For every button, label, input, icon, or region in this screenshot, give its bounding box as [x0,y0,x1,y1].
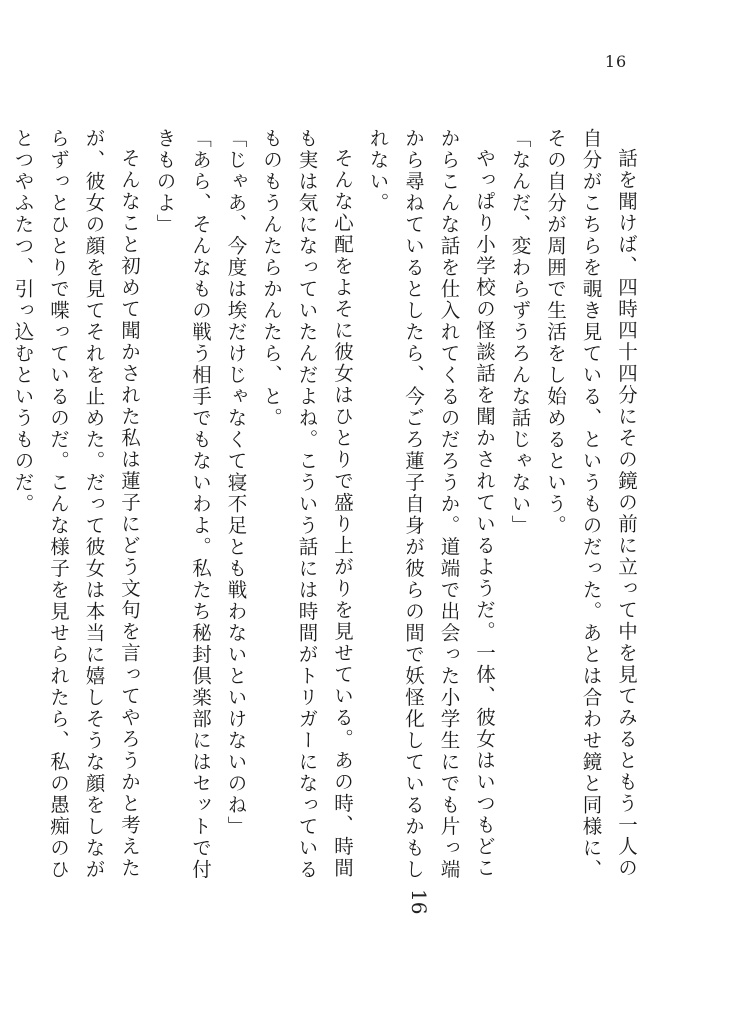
paragraph-6-dialogue: 「あら、そんなもの戦う相手でもないわよ。私たち秘封倶楽部にはセットで付きものよ」 [153,128,212,881]
paragraph-7: そんなこと初めて聞かされた私は蓮子にどう文句を言ってやろうかと考えたが、彼女の顔を見てそれを止めた。だって彼女は本当に嬉しそうな顔をしながらずっとひとりで喋っているのだ。こんな様子を見せられたら、私の愚痴のひとつやふたつ、引っ込むというものだ。 [11,128,141,881]
paragraph-2-dialogue: 「なんだ、変わらずうろんな話じゃない」 [508,128,532,537]
paragraph-3: やっぱり小学校の怪談話を聞かされているようだ。一体、彼女はいつもどこからこんな話を仕入れてくるのだろうか。道端で出会った小学生にでも片っ端から尋ねているとしたら、今ごろ蓮子自身が彼らの間で妖怪化しているかもしれない。 [366,128,496,881]
page-number-top: 16 [604,52,628,71]
paragraph-1: 話を聞けば、四時四十四分にその鏡の前に立って中を見てみるともう一人の自分がこちらを覗き見ている、というものだった。あとは合わせ鏡と同様に、その自分が周囲で生活をし始めるという。 [544,128,638,881]
vertical-body-text [11,128,644,888]
paragraph-5-dialogue: 「じゃあ、今度は埃だけじゃなくて寝不足とも戦わないといけないのね」 [224,128,248,838]
page-number-side: 16 [407,889,431,915]
paragraph-4: そんな心配をよそに彼女はひとりで盛り上がりを見せている。あの時、時間も実は気になっていたんだよね。こういう話には時間がトリガーになっているものもうんたらかんたら、と。 [260,128,354,881]
